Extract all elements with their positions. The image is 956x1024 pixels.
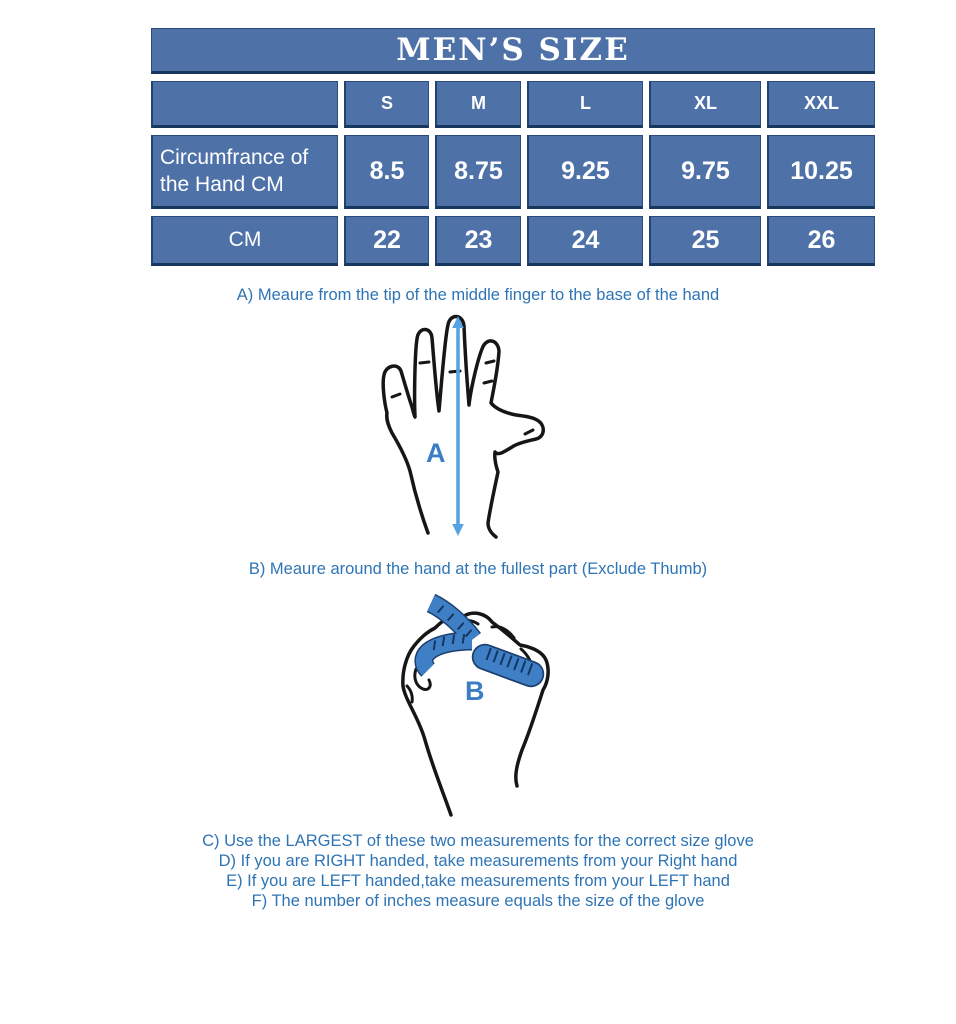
header-size-xxl: XXL bbox=[767, 81, 875, 128]
mens-size-table bbox=[151, 28, 875, 266]
circumference-value-l: 9.25 bbox=[527, 135, 643, 209]
hand-measure-circumference-illustration bbox=[397, 590, 565, 830]
circumference-value-xxl: 10.25 bbox=[767, 135, 875, 209]
instruction-e: E) If you are LEFT handed,take measurements from your LEFT hand bbox=[226, 872, 730, 890]
instruction-d: D) If you are RIGHT handed, take measurements from your Right hand bbox=[218, 852, 738, 870]
hand-measure-length-illustration bbox=[370, 311, 562, 551]
table-title: MEN’S SIZE bbox=[151, 28, 875, 74]
instruction-f: F) The number of inches measure equals the size of the glove bbox=[251, 892, 705, 910]
header-blank-cell bbox=[151, 81, 338, 128]
figure-b-label: B bbox=[465, 676, 485, 706]
cm-value-l: 24 bbox=[527, 216, 643, 266]
cm-value-m: 23 bbox=[435, 216, 521, 266]
table-grid bbox=[151, 81, 875, 266]
header-size-xl: XL bbox=[649, 81, 761, 128]
circumference-value-s: 8.5 bbox=[344, 135, 429, 209]
circumference-value-m: 8.75 bbox=[435, 135, 521, 209]
header-size-s: S bbox=[344, 81, 429, 128]
cm-value-s: 22 bbox=[344, 216, 429, 266]
instruction-c: C) Use the LARGEST of these two measurements for the correct size glove bbox=[202, 832, 754, 850]
cm-value-xl: 25 bbox=[649, 216, 761, 266]
cm-value-xxl: 26 bbox=[767, 216, 875, 266]
row-label-cm: CM bbox=[151, 216, 338, 266]
header-size-l: L bbox=[527, 81, 643, 128]
row-label-circumference: Circumfrance of the Hand CM bbox=[151, 135, 338, 209]
figure-a-label: A bbox=[426, 438, 446, 468]
open-hand-outline bbox=[383, 316, 543, 537]
instruction-a: A) Meaure from the tip of the middle finger to the base of the hand bbox=[236, 286, 720, 304]
instructions-c-to-f bbox=[0, 831, 956, 911]
header-size-m: M bbox=[435, 81, 521, 128]
circumference-value-xl: 9.75 bbox=[649, 135, 761, 209]
instruction-b: B) Meaure around the hand at the fullest part (Exclude Thumb) bbox=[248, 560, 708, 578]
